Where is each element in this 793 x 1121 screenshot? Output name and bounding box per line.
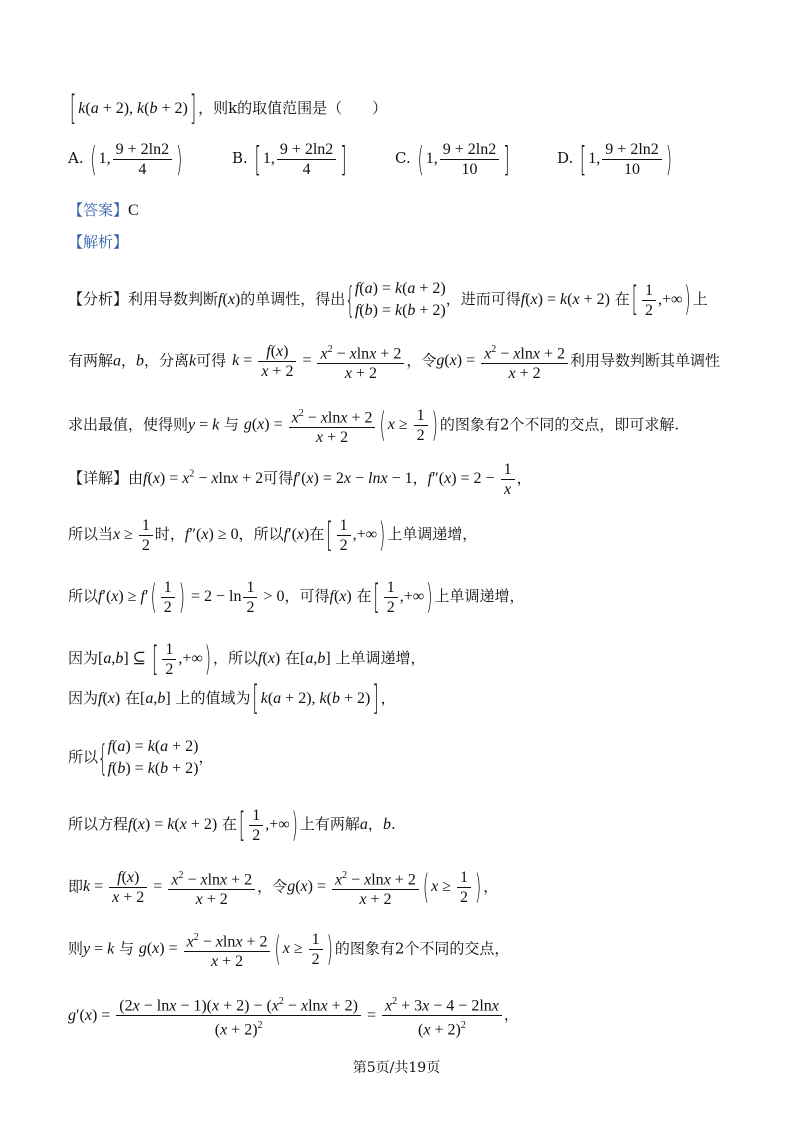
- fenxi-text-8: 可得: [196, 351, 227, 370]
- detail-text-s4-4: 上单调递增，: [335, 649, 426, 668]
- analysis-heading: [68, 232, 128, 252]
- detail-line-7: 所以方程f(x) = k(x + 2) 在 [ $\frac{1}{2}$ ,+∞ ) 上有两解a，b.: [68, 804, 396, 845]
- detail-text-s8-3: ，: [483, 877, 499, 896]
- fenxi-text-4: 在: [614, 290, 630, 308]
- option-c-den: 10: [461, 161, 478, 178]
- fenxi-text-9: ，令: [406, 351, 437, 370]
- detail-text-s2-2: 时，: [154, 525, 185, 544]
- detail-line-1: 【详解】由$f(x) = x^2 - xlnx + 2$可得f′(x) = 2x − lnx − 1，f″(x) = 2 − $\frac{1}{x}$ ，: [68, 461, 532, 498]
- option-a: [68, 140, 184, 179]
- detail-line-3: 所以f′(x) ≥ f′ ( $\frac{1}{2}$ ) = 2 − ln $\frac{1}{2}$ > 0，可得f(x) 在 [ $\frac{1}{2}$ ,+∞ ) 上单调递增，: [68, 576, 525, 617]
- fenxi-line-1: 【分析】利用导数判断f(x)的单调性，得出{ f(a) = k(a + 2) f(b) = k(b + 2) ，进而可得f(x) = k(x + 2) 在 [ $\frac{1}{2}$ ,+∞ ) 上: [68, 278, 708, 322]
- answer-tag: 【答案】: [68, 201, 129, 219]
- option-a-num: 9 + 2ln2: [113, 140, 172, 160]
- option-c-left-bracket: (: [417, 139, 424, 180]
- answer-line: [68, 200, 139, 221]
- option-c: [395, 140, 511, 179]
- detail-text-s9-3: 的图象有2个不同的交点，: [334, 939, 510, 958]
- detail-text-s9-1: 则: [68, 939, 84, 958]
- detail-text-s7-1: 所以方程: [68, 815, 129, 834]
- option-d: [557, 140, 674, 179]
- fenxi-text-10: 利用导数判断其单调性: [569, 351, 720, 370]
- fenxi-text-12: 与: [224, 415, 240, 434]
- detail-text-s7-4: ，: [367, 815, 383, 834]
- question-tail: [ k(a + 2), k(b + 2) ] ，则k的取值范围是（ ）: [70, 88, 388, 129]
- detail-text-2: 可得: [263, 469, 294, 488]
- option-b-right-bracket: ]: [340, 139, 347, 180]
- fenxi-text-7: ，分离: [144, 351, 190, 370]
- detail-line-8: 即k = $\frac{f(x)}{x + 2}$ = $\frac{x^2 - xlnx + 2}{x + 2}$ ，令g(x) = $\frac{x^2 - xlnx + 2}{x + 2}$ ( x ≥ $\frac{1}{2}$ ) ，: [68, 866, 499, 909]
- option-c-right-bracket: ]: [503, 139, 510, 180]
- detail-text-s7-5: .: [390, 815, 396, 834]
- detail-line-9: 则y = k 与 g(x) = $\frac{x^2 - xlnx + 2}{x + 2}$ ( x ≥ $\frac{1}{2}$ ) 的图象有2个不同的交点，: [68, 928, 510, 971]
- option-d-den: 10: [624, 161, 641, 178]
- fenxi-text-1: 利用导数判断: [128, 290, 219, 308]
- option-b-num: 9 + 2ln2: [277, 140, 336, 160]
- detail-text-s2-3: ，所以: [238, 525, 284, 544]
- detail-text-1: 由: [128, 469, 144, 488]
- detail-text-s4-3: 在: [285, 649, 301, 668]
- option-d-num: 9 + 2ln2: [602, 140, 661, 160]
- fenxi-tag: 【分析】: [68, 290, 129, 308]
- detail-text-s7-3: 上有两解: [299, 815, 360, 834]
- detail-text-s2-4: 在: [309, 525, 325, 544]
- option-b-label: B.: [232, 149, 248, 168]
- detail-text-s2-5: 上单调递增，: [387, 525, 478, 544]
- detail-text-s9-2: 与: [119, 939, 135, 958]
- question-tail-text: ，则k的取值范围是（ ）: [198, 99, 388, 117]
- detail-text-s3-1: 所以: [68, 587, 99, 606]
- fenxi-text-2: 的单调性，得出: [240, 290, 346, 308]
- detail-text-s4-1: 因为: [68, 649, 99, 668]
- option-b: [232, 140, 349, 179]
- option-d-label: D.: [557, 149, 574, 168]
- detail-text-s6-1: 所以: [68, 748, 99, 766]
- detail-text-s3-2: ，可得: [284, 587, 330, 606]
- detail-text-s6-2: ，: [198, 748, 214, 766]
- fenxi-text-13: 的图象有2个不同的交点，即可求解.: [439, 415, 680, 434]
- detail-line-6: 所以{ f(a) = k(a + 2) f(b) = k(b + 2) ，: [68, 736, 214, 780]
- page-footer: 第5页/共19页: [352, 1060, 441, 1076]
- detail-text-s5-1: 因为: [68, 689, 99, 707]
- detail-text-s7-2: 在: [221, 815, 237, 834]
- option-d-right-bracket: ): [665, 139, 673, 180]
- analysis-tag: 【解析】: [68, 233, 129, 251]
- detail-text-s5-3: 上的值域为: [175, 689, 251, 707]
- detail-text-s8-2: ，令: [257, 877, 288, 896]
- detail-text-s4-2: ，所以: [213, 649, 259, 668]
- detail-text-s2-1: 所以当: [68, 525, 114, 544]
- option-b-lower: 1,: [262, 150, 275, 168]
- option-b-left-bracket: [: [254, 139, 261, 180]
- fenxi-text-3: ，进而可得: [445, 290, 521, 308]
- fenxi-line-2: 有两解a，b，分离k可得 k = $\frac{f(x)}{x + 2}$ = $\frac{x^2 - xlnx + 2}{x + 2}$ ，令g(x) = $\frac{x^2 - xlnx + 2}{x + 2}$ 利用导数判断其单调性: [68, 340, 720, 383]
- detail-line-2: 所以当x ≥ $\frac{1}{2}$ 时，f″(x) ≥ 0，所以f′(x)在 [ $\frac{1}{2}$ ,+∞ ) 上单调递增，: [68, 514, 478, 555]
- detail-text-s5-2: 在: [125, 689, 141, 707]
- detail-line-5: 因为f(x) 在[a,b] 上的值域为 [ k(a + 2), k(b + 2) ] ，: [68, 678, 396, 719]
- detail-text-s3-4: 上单调递增，: [434, 587, 525, 606]
- option-a-label: A.: [68, 149, 84, 168]
- fenxi-line-3: 求出最值，使得则y = k 与 g(x) = $\frac{x^2 - xlnx + 2}{x + 2}$ ( x ≥ $\frac{1}{2}$ ) 的图象有2个不同的交点，即可求解.: [68, 404, 680, 447]
- option-a-right-bracket: ): [176, 139, 183, 180]
- fenxi-text-6: 有两解: [68, 351, 114, 370]
- fenxi-text-11: 求出最值，使得则: [68, 415, 189, 434]
- xiangjie-tag: 【详解】: [68, 469, 129, 488]
- option-a-den: 4: [138, 161, 147, 178]
- detail-text-s8-1: 即: [68, 877, 84, 896]
- detail-line-4: 因为[a,b] ⊆ [ $\frac{1}{2}$ ,+∞ ) ，所以f(x) 在[a,b] 上单调递增，: [68, 638, 426, 679]
- option-b-den: 4: [302, 161, 311, 178]
- answer-value: C: [128, 202, 139, 219]
- detail-line-10: g′(x) = $\frac{(2x - \ln x - 1)(x + 2) - (x^2 - xlnx + 2)}{(x + 2)^2}$ = $\frac{x^2 + 3x - 4 - 2\ln x}{(x + 2)^2}$ ，: [68, 992, 519, 1040]
- detail-text-s3-3: 在: [356, 587, 372, 606]
- option-a-left-bracket: (: [90, 139, 97, 180]
- option-c-label: C.: [395, 149, 411, 168]
- option-d-lower: 1,: [588, 150, 601, 168]
- option-a-lower: 1,: [98, 150, 111, 168]
- option-c-lower: 1,: [425, 150, 438, 168]
- fenxi-text-5: 上: [692, 290, 708, 308]
- option-c-num: 9 + 2ln2: [440, 140, 499, 160]
- option-d-left-bracket: [: [580, 139, 587, 180]
- detail-text-s5-4: ，: [380, 689, 396, 707]
